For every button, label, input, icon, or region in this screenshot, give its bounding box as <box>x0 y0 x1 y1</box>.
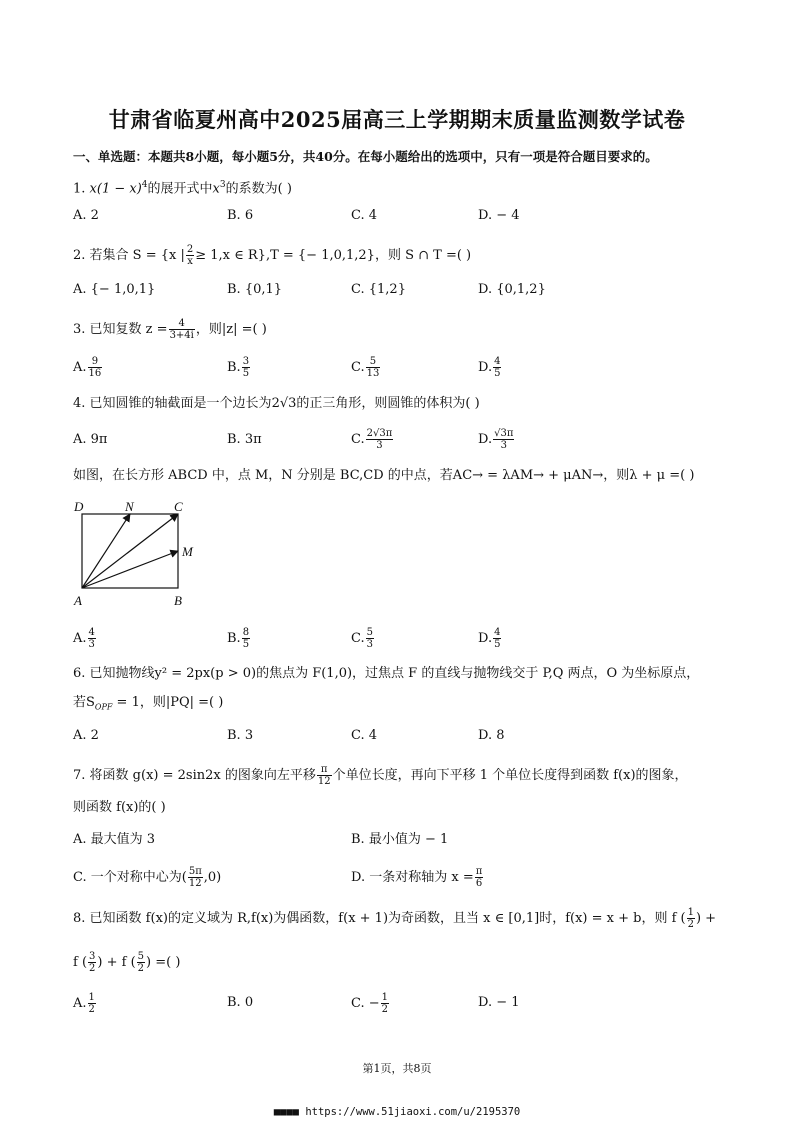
q4-option-d: D. $\frac{√3\pi}{3}$ <box>478 428 514 451</box>
label-n: N <box>125 499 134 514</box>
q7-option-a: A. 最大值为 3 <box>73 832 156 847</box>
vector-an <box>82 514 130 588</box>
vector-am <box>82 551 178 588</box>
rectangle-figure <box>70 496 210 612</box>
question-1: 1. $x(1 - x)^4$的展开式中$x^3$的系数为( ) <box>73 180 292 197</box>
q8-option-a: A. $\frac{1}{2}$ <box>73 992 95 1015</box>
q3-fraction: $\frac{4}{3+4i}$ <box>169 318 194 341</box>
label-m: M <box>182 544 193 559</box>
q3-option-b: B. $\frac{3}{5}$ <box>227 356 250 379</box>
question-6-line-2: 若$S_{OPF} = 1$，则|PQ| =( ) <box>73 695 224 712</box>
q2-option-a: A. {− 1,0,1} <box>73 282 156 297</box>
q6-option-d: D. 8 <box>478 728 505 743</box>
q5-option-b: B. $\frac{8}{5}$ <box>227 627 250 650</box>
q1-option-a: A. 2 <box>73 208 99 223</box>
q8-option-d: D. − 1 <box>478 995 520 1010</box>
label-d: D <box>74 499 84 514</box>
question-7: 7. 将函数 g(x) = 2sin2x 的图象向左平移 $\frac{\pi}{12}$ 个单位长度，再向下平移 1 个单位长度得到函数 f(x)的图象， <box>73 764 688 787</box>
q7-option-c: C. 一个对称中心为( $\frac{5\pi}{12}$ ,0) <box>73 866 222 889</box>
page-title: 甘肃省临夏州高中2025届高三上学期期末质量监测数学试卷 <box>108 107 686 132</box>
q5-option-d: D. $\frac{4}{5}$ <box>478 627 501 650</box>
label-a: A <box>74 593 82 608</box>
q4-option-c: C. $\frac{2√3\pi}{3}$ <box>351 428 393 451</box>
q8-option-c: C. − $\frac{1}{2}$ <box>351 992 389 1015</box>
q7-option-d: D. 一条对称轴为 x = $\frac{\pi}{6}$ <box>351 866 483 889</box>
watermark-link[interactable]: ■■■■ https://www.51jiaoxi.com/u/2195370 <box>273 1106 521 1118</box>
label-c: C <box>174 499 183 514</box>
q3-option-a: A. $\frac{9}{16}$ <box>73 356 102 379</box>
question-4: 4. 已知圆锥的轴截面是一个边长为2√3的正三角形，则圆锥的体积为( ) <box>73 396 480 411</box>
question-8: 8. 已知函数 f(x)的定义域为 R,f(x)为偶函数，f(x + 1)为奇函数，且当 x ∈ [0,1]时，f(x) = x + b，则 f ( $\frac{1}{2}$ ) + <box>73 907 717 930</box>
label-b: B <box>174 593 182 608</box>
q2-option-c: C. {1,2} <box>351 282 406 297</box>
q2-fraction: $\frac{2}{x}$ <box>186 244 194 267</box>
q1-option-c: C. 4 <box>351 208 378 223</box>
question-6: 6. 已知抛物线y² = 2px(p > 0)的焦点为 F(1,0)，过焦点 F 的直线与抛物线交于 P,Q 两点，O 为坐标原点， <box>73 666 700 681</box>
section-heading: 一、单选题：本题共8小题，每小题5分，共40分。在每小题给出的选项中，只有一项是符合题目要求的。 <box>73 149 658 164</box>
q3-option-d: D. $\frac{4}{5}$ <box>478 356 501 379</box>
q3-option-c: C. $\frac{5}{13}$ <box>351 356 380 379</box>
q2-option-d: D. {0,1,2} <box>478 282 546 297</box>
q8-option-b: B. 0 <box>227 995 254 1010</box>
q7-option-b: B. 最小值为 − 1 <box>351 832 449 847</box>
page-footer: 第1页，共8页 <box>362 1062 432 1075</box>
q6-option-b: B. 3 <box>227 728 254 743</box>
q6-option-a: A. 2 <box>73 728 99 743</box>
question-7-line-2: 则函数 f(x)的( ) <box>73 800 166 815</box>
q1-option-d: D. − 4 <box>478 208 520 223</box>
q1-option-b: B. 6 <box>227 208 254 223</box>
question-2: 2. 若集合 S = {x | $\frac{2}{x}$ ≥ 1,x ∈ R},T = {− 1,0,1,2}，则 S ∩ T =( ) <box>73 244 472 267</box>
q2-option-b: B. {0,1} <box>227 282 283 297</box>
q5-option-a: A. $\frac{4}{3}$ <box>73 627 95 650</box>
question-8-line-2: f ( $\frac{3}{2}$ ) + f ( $\frac{5}{2}$ ) =( ) <box>73 951 181 974</box>
question-3: 3. 已知复数 z = $\frac{4}{3+4i}$ ，则|z| =( ) <box>73 318 267 341</box>
q4-option-a: A. 9π <box>73 432 108 447</box>
vector-ac <box>82 514 178 588</box>
q6-option-c: C. 4 <box>351 728 378 743</box>
question-5: 如图，在长方形 ABCD 中，点 M，N 分别是 BC,CD 的中点，若AC→ = λAM→ + μAN→，则λ + μ =( ) <box>73 468 695 483</box>
q4-option-b: B. 3π <box>227 432 262 447</box>
q5-option-c: C. $\frac{5}{3}$ <box>351 627 373 650</box>
